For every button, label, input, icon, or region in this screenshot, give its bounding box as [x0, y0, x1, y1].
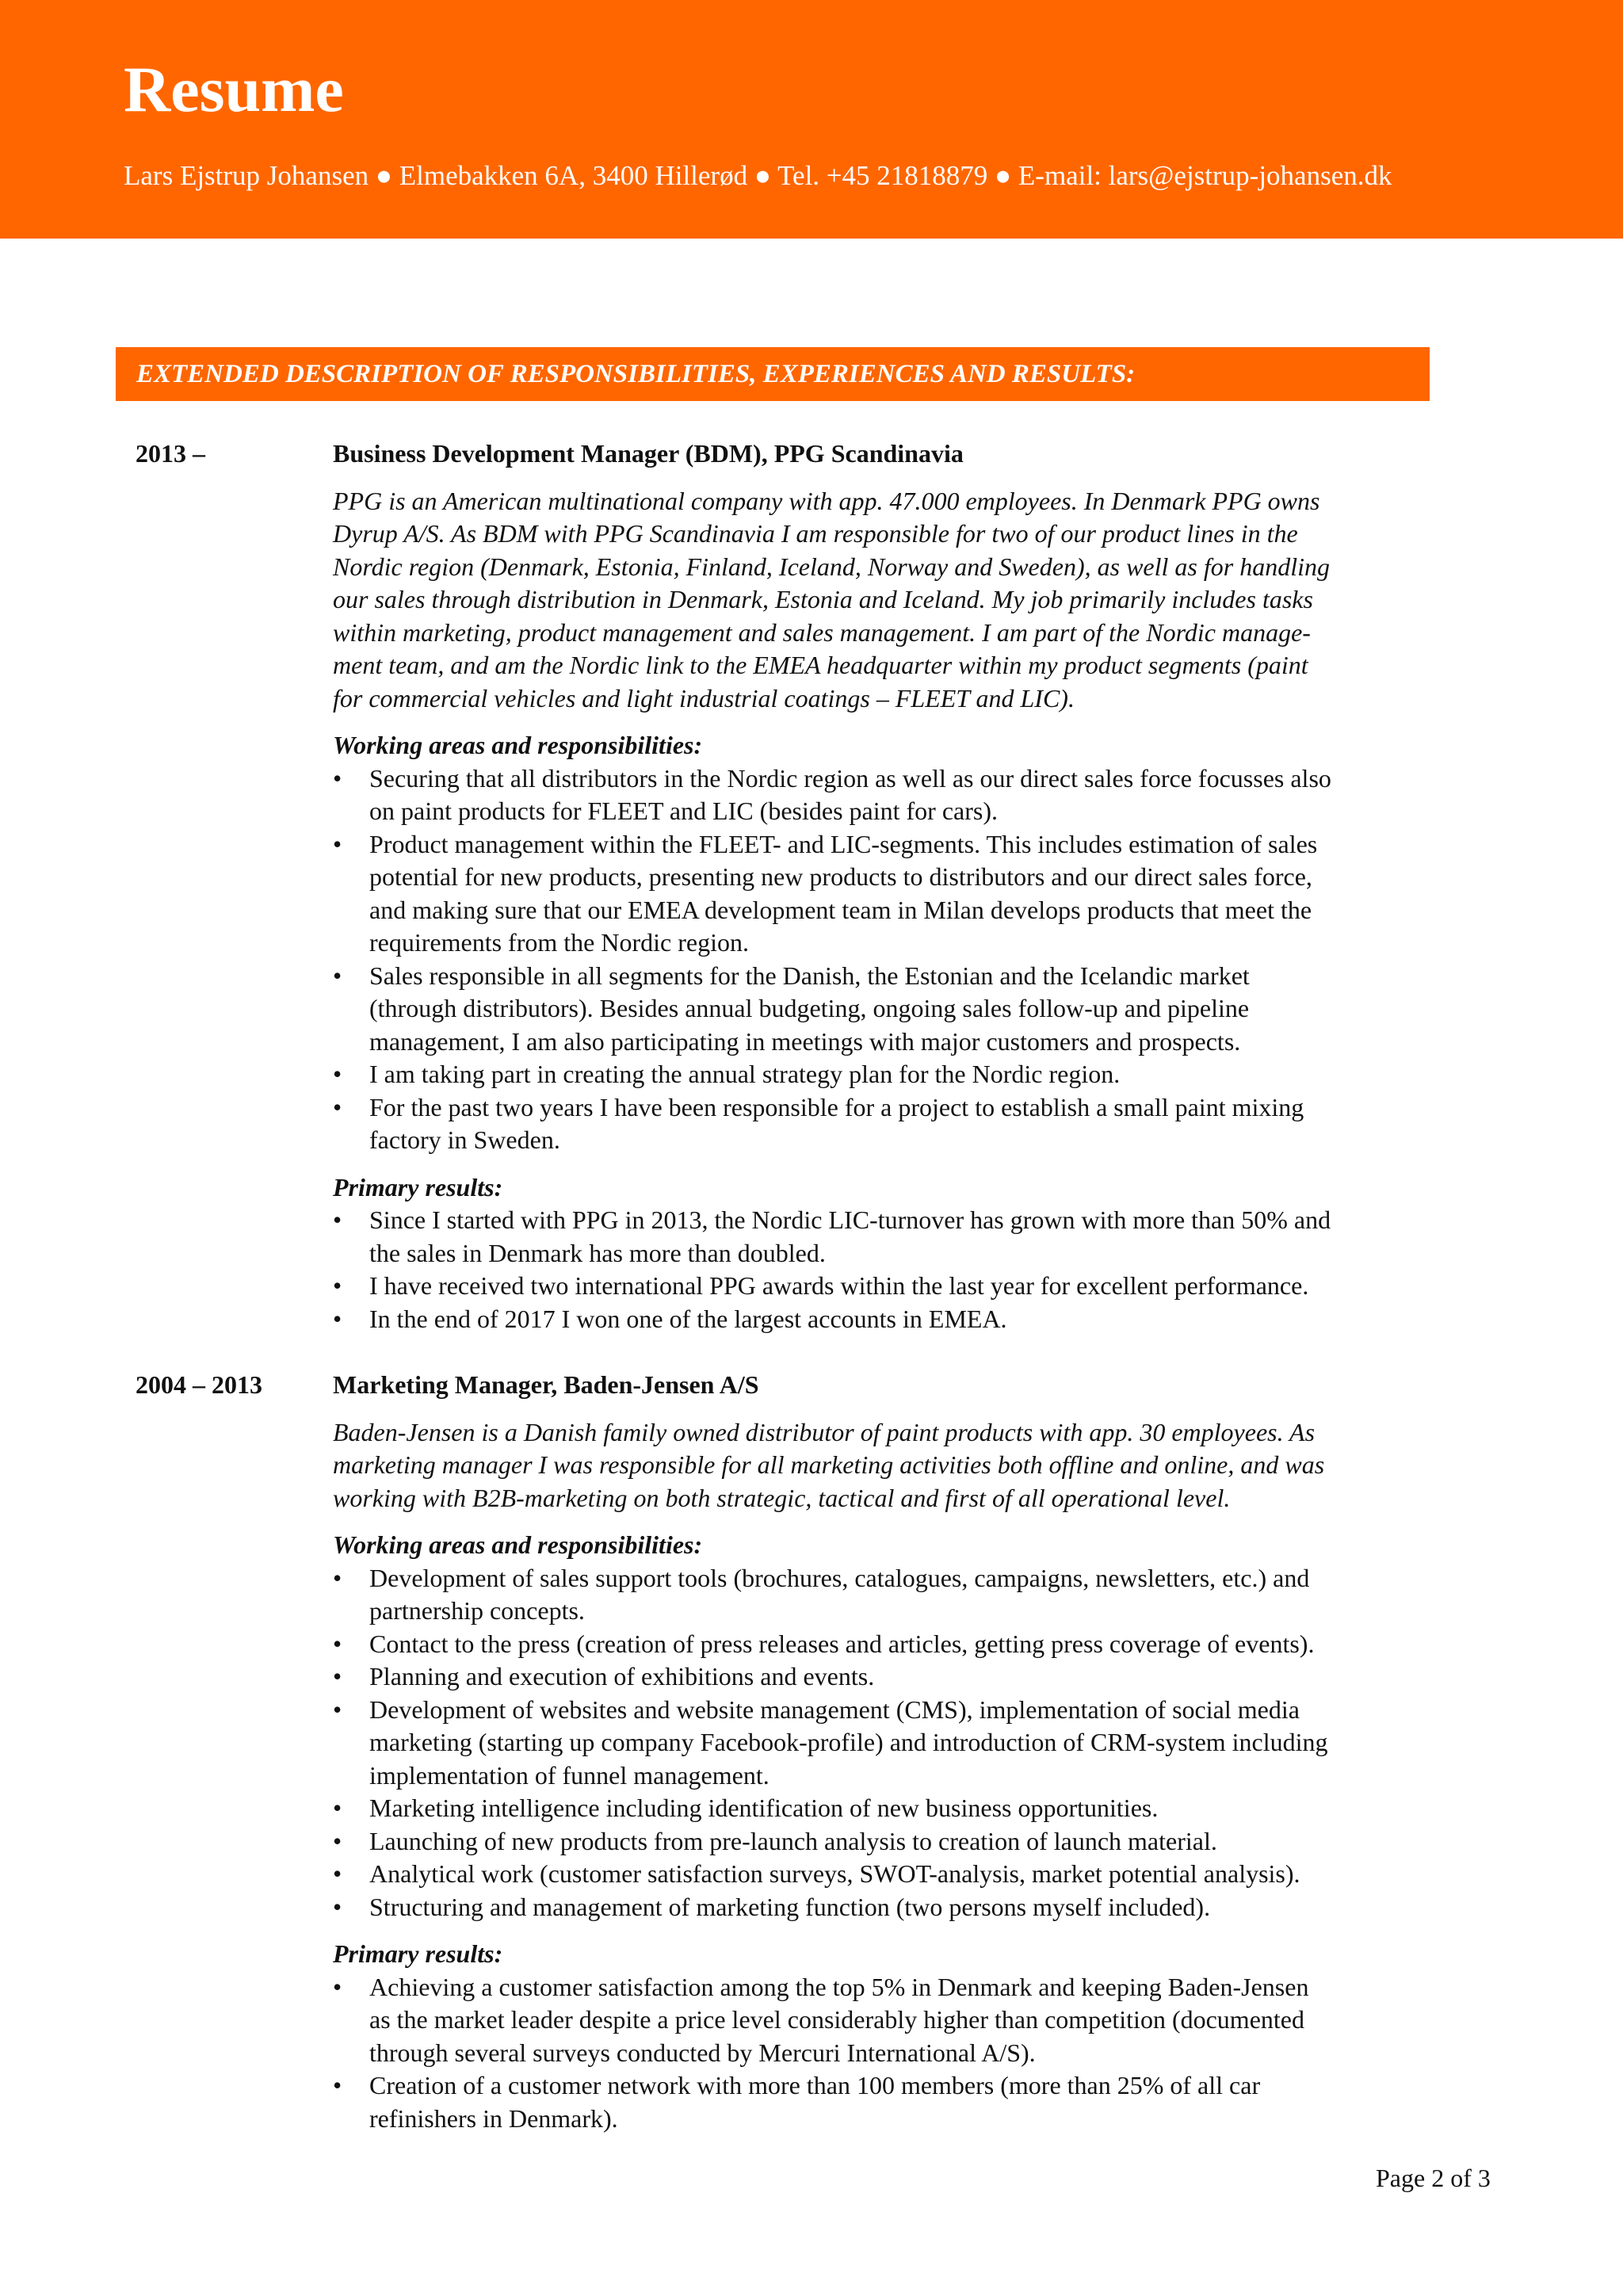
- bullet-line: For the past two years I have been responsible for a project to establish a small paint mixing: [369, 1092, 1304, 1121]
- description-line: Dyrup A/S. As BDM with PPG Scandinavia I am responsible for two of our product lines in the: [333, 519, 1298, 548]
- bullet-line: Development of websites and website management (CMS), implementation of social media: [369, 1694, 1300, 1724]
- bullet-item: [333, 1303, 1426, 1336]
- section-heading: EXTENDED DESCRIPTION OF RESPONSIBILITIES, EXPERIENCES AND RESULTS:: [136, 360, 1136, 388]
- bullet-line: Analytical work (customer satisfaction surveys, SWOT-analysis, market potential analysis).: [369, 1859, 1300, 1888]
- primary-results-list: [333, 1204, 1426, 1335]
- bullet-item: [333, 1891, 1426, 1924]
- bullet-item: [333, 1091, 1426, 1157]
- description-line: Baden-Jensen is a Danish family owned distributor of paint products with app. 30 employees. As: [333, 1417, 1316, 1446]
- bullet-icon: •: [333, 1629, 342, 1658]
- bullet-line: Securing that all distributors in the Nordic region as well as our direct sales force focusses also: [369, 763, 1331, 793]
- bullet-line: factory in Sweden.: [369, 1125, 560, 1154]
- bullet-item: [333, 1792, 1426, 1825]
- page-number: Page 2 of 3: [1376, 2164, 1491, 2192]
- bullet-item: [333, 1660, 1426, 1694]
- job-description: [333, 1416, 1426, 1515]
- section-heading-bar: [116, 347, 1430, 401]
- primary-results-heading: Primary results:: [333, 1939, 503, 1968]
- bullet-item: [333, 1694, 1426, 1793]
- bullet-line: requirements from the Nordic region.: [369, 928, 749, 957]
- bullet-item: [333, 1628, 1426, 1661]
- job-description: [333, 485, 1426, 716]
- bullet-item: [333, 1562, 1426, 1628]
- description-line: PPG is an American multinational company with app. 47.000 employees. In Denmark PPG owns: [333, 486, 1320, 515]
- bullet-icon: •: [333, 1662, 342, 1690]
- bullet-icon: •: [333, 1892, 342, 1921]
- bullet-line: on paint products for FLEET and LIC (besides paint for cars).: [369, 797, 998, 825]
- bullet-item: [333, 1825, 1426, 1859]
- bullet-icon: •: [333, 763, 342, 793]
- bullet-line: implementation of funnel management.: [369, 1760, 769, 1790]
- job-period: 2004 – 2013: [136, 1370, 262, 1399]
- bullet-line: as the market leader despite a price level considerably higher than competition (documented: [369, 2005, 1304, 2034]
- contact-line: Lars Ejstrup Johansen ● Elmebakken 6A, 3400 Hillerød ● Tel. +45 21818879 ● E-mail: lars@ejstrup-johansen.dk: [124, 160, 1392, 191]
- bullet-line: partnership concepts.: [369, 1596, 585, 1625]
- bullet-line: the sales in Denmark has more than doubled.: [369, 1238, 826, 1267]
- description-line: Nordic region (Denmark, Estonia, Finland, Iceland, Norway and Sweden), as well as for handling: [333, 552, 1330, 581]
- bullet-line: management, I am also participating in meetings with major customers and prospects.: [369, 1026, 1241, 1056]
- description-line: within marketing, product management and sales management. I am part of the Nordic manage-: [333, 617, 1311, 647]
- description-line: for commercial vehicles and light industrial coatings – FLEET and LIC).: [333, 683, 1075, 712]
- bullet-icon: •: [333, 961, 342, 990]
- bullet-icon: •: [333, 1694, 342, 1724]
- bullet-line: I have received two international PPG awards within the last year for excellent performance.: [369, 1271, 1309, 1300]
- bullet-icon: •: [333, 1826, 342, 1855]
- description-line: marketing manager I was responsible for all marketing activities both offline and online, and was: [333, 1450, 1325, 1479]
- bullet-line: Since I started with PPG in 2013, the Nordic LIC-turnover has grown with more than 50% and: [369, 1205, 1331, 1234]
- job-period: 2013 –: [136, 439, 205, 468]
- bullet-item: [333, 828, 1426, 960]
- bullet-icon: •: [333, 1563, 342, 1592]
- bullet-item: [333, 960, 1426, 1059]
- working-areas-list: [333, 1562, 1426, 1924]
- bullet-item: [333, 1204, 1426, 1270]
- bullet-line: Contact to the press (creation of press releases and articles, getting press coverage of events).: [369, 1629, 1315, 1658]
- bullet-icon: •: [333, 1972, 342, 2001]
- bullet-line: I am taking part in creating the annual strategy plan for the Nordic region.: [369, 1060, 1121, 1088]
- bullet-line: Marketing intelligence including identification of new business opportunities.: [369, 1794, 1159, 1822]
- description-line: our sales through distribution in Denmark, Estonia and Iceland. My job primarily includes tasks: [333, 585, 1313, 613]
- bullet-item: [333, 1058, 1426, 1091]
- bullet-line: through several surveys conducted by Mercuri International A/S).: [369, 2038, 1036, 2067]
- bullet-line: Product management within the FLEET- and LIC-segments. This includes estimation of sales: [369, 829, 1318, 858]
- bullet-icon: •: [333, 1271, 342, 1300]
- bullet-line: Launching of new products from pre-launch analysis to creation of launch material.: [369, 1826, 1217, 1855]
- bullet-icon: •: [333, 1304, 342, 1333]
- header-banner: [0, 0, 1623, 239]
- description-line: working with B2B-marketing on both strategic, tactical and first of all operational level.: [333, 1483, 1231, 1512]
- job-content: [333, 437, 1426, 1335]
- bullet-line: potential for new products, presenting new products to distributors and our direct sales force,: [369, 862, 1312, 891]
- bullet-item: [333, 1858, 1426, 1891]
- working-areas-heading: Working areas and responsibilities:: [333, 731, 703, 759]
- bullet-icon: •: [333, 2071, 342, 2099]
- bullet-line: Development of sales support tools (brochures, catalogues, campaigns, newsletters, etc.) and: [369, 1563, 1310, 1592]
- bullet-line: Achieving a customer satisfaction among the top 5% in Denmark and keeping Baden-Jensen: [369, 1972, 1309, 2001]
- bullet-icon: •: [333, 1859, 342, 1888]
- primary-results-list: [333, 1971, 1426, 2136]
- bullet-line: refinishers in Denmark).: [369, 2103, 618, 2133]
- page-title: Resume: [124, 53, 344, 125]
- bullet-item: [333, 762, 1426, 828]
- bullet-line: Creation of a customer network with more than 100 members (more than 25% of all car: [369, 2071, 1261, 2099]
- bullet-icon: •: [333, 829, 342, 858]
- bullet-item: [333, 1971, 1426, 2070]
- description-line: ment team, and am the Nordic link to the EMEA headquarter within my product segments (paint: [333, 651, 1308, 679]
- primary-results-heading: Primary results:: [333, 1172, 503, 1201]
- bullet-line: marketing (starting up company Facebook-profile) and introduction of CRM-system including: [369, 1728, 1328, 1756]
- working-areas-list: [333, 762, 1426, 1157]
- job-role: Marketing Manager, Baden-Jensen A/S: [333, 1370, 759, 1399]
- working-areas-heading: Working areas and responsibilities:: [333, 1530, 703, 1559]
- job-content: [333, 1369, 1426, 2135]
- bullet-line: Planning and execution of exhibitions and events.: [369, 1662, 875, 1690]
- bullet-item: [333, 2069, 1426, 2135]
- bullet-icon: •: [333, 1205, 342, 1234]
- bullet-line: In the end of 2017 I won one of the largest accounts in EMEA.: [369, 1304, 1007, 1333]
- bullet-line: and making sure that our EMEA development team in Milan develops products that meet the: [369, 895, 1312, 924]
- bullet-item: [333, 1270, 1426, 1303]
- bullet-line: Sales responsible in all segments for the Danish, the Estonian and the Icelandic market: [369, 961, 1250, 990]
- bullet-icon: •: [333, 1060, 342, 1088]
- bullet-line: Structuring and management of marketing function (two persons myself included).: [369, 1892, 1211, 1921]
- bullet-line: (through distributors). Besides annual budgeting, ongoing sales follow-up and pipeline: [369, 994, 1250, 1022]
- bullet-icon: •: [333, 1092, 342, 1121]
- job-role: Business Development Manager (BDM), PPG Scandinavia: [333, 439, 964, 468]
- bullet-icon: •: [333, 1794, 342, 1822]
